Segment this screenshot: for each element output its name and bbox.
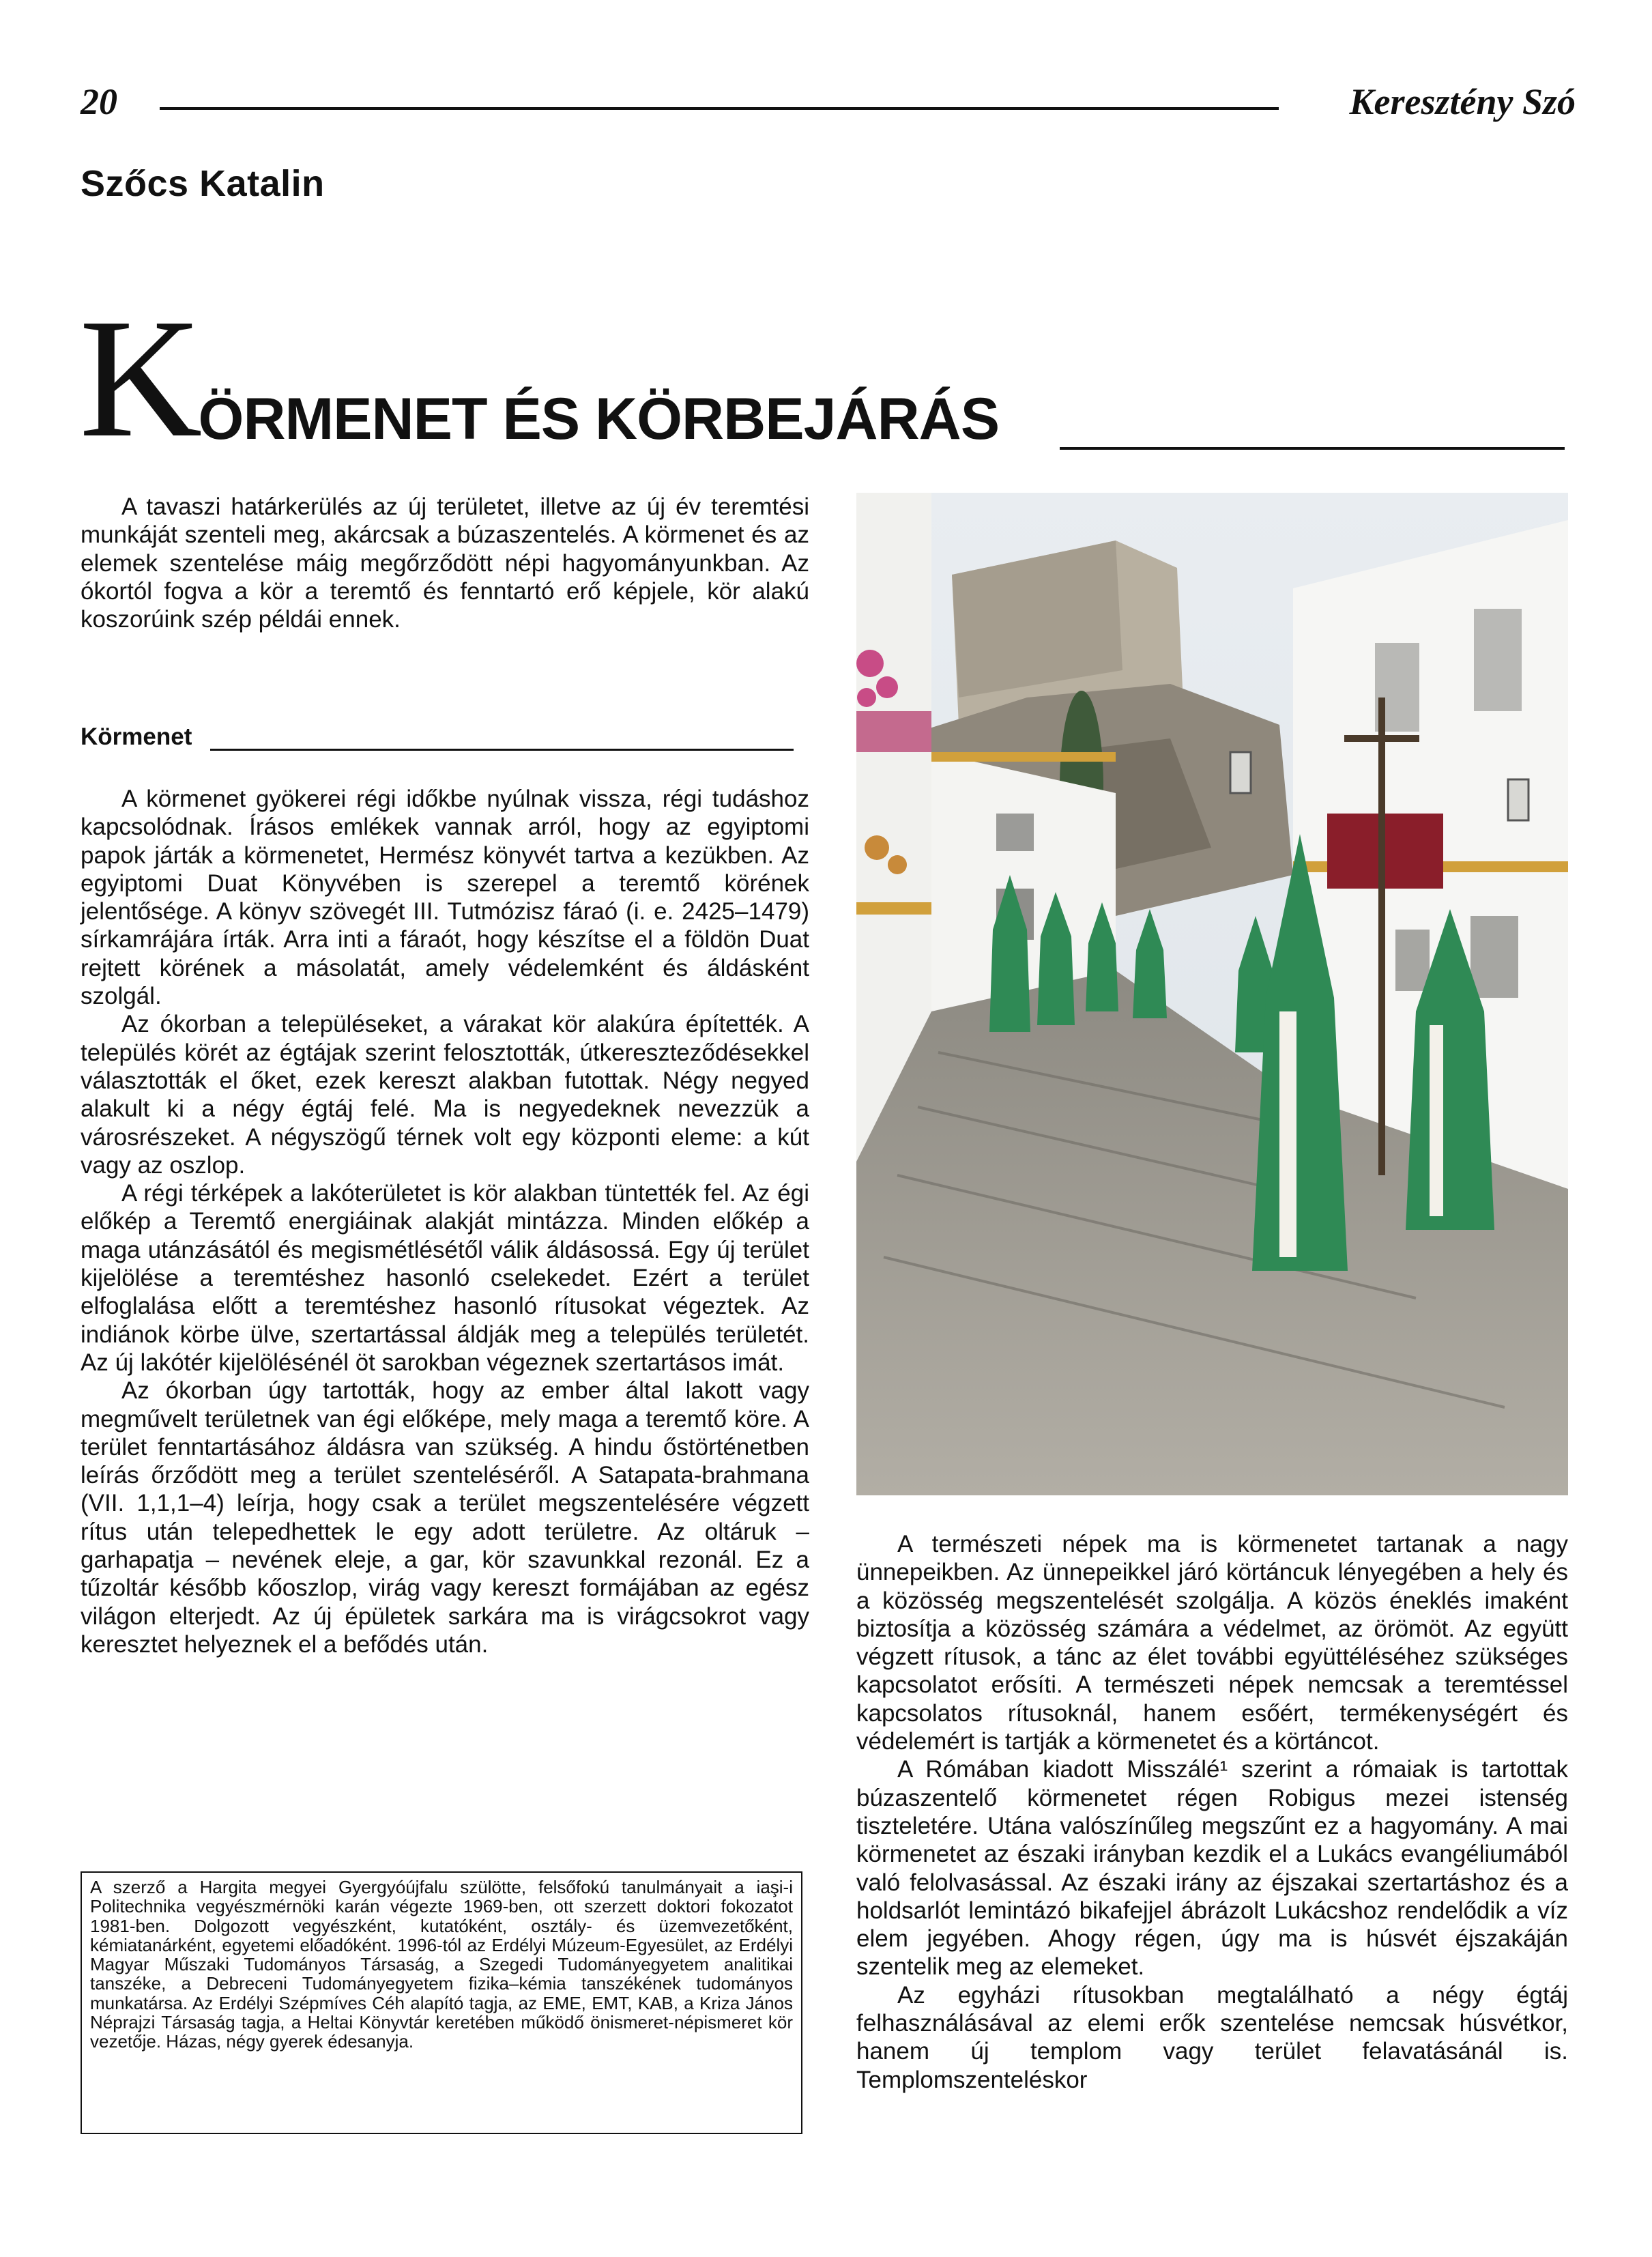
paragraph: A régi térképek a lakóterületet is kör alakban tüntették fel. Az égi előkép a Teremtő energiáinak alakját mintázza. Minden előkép a maga utánzásától és megismétlésétől válik áldásossá. Egy új terület kijelölése a teremtéshez hasonló cselekedet. Ezért a terület elfoglalása előtt a teremtéshez hasonló rítusokat végeztek. Az indiánok körbe ülve, szertartással áldják meg a település területét. Az új lakótér kijelölésénél öt sarokban végeznek szertartásos imát.: [81, 1180, 809, 1376]
page-number: 20: [81, 81, 117, 122]
title-rule: [1060, 447, 1565, 450]
right-column: [856, 1530, 1568, 2094]
paragraph: A körmenet gyökerei régi időkbe nyúlnak vissza, régi tudáshoz kapcsolódnak. Írásos emlékek vannak arról, hogy az egyiptomi papok járták a körmenetet, Hermész könyvét tartva a kezükben. Az egyiptomi Duat Könyvében is szerepel a teremtő körének jelentősége. A könyv szövegét III. Tutmózisz fáraó (i. e. 2425–1479) sírkamrájára írták. Arra inti a fáraót, hogy készítse el a földön Duat rejtett körének a másolatát, amely védelemként és áldásként szolgál.: [81, 786, 809, 1010]
paragraph: A természeti népek ma is körmenetet tartanak a nagy ünnepeikben. Az ünnepeikkel járó körtáncuk lényegében a hely és a közösség megszentelését szolgálja. A közös éneklés imaként biztosítja a közösség számára a védelmet, az örömöt. Az együtt végzett rítusok, a tánc az élet további együttéléséhez szükséges kapcsolatot erősíti. A természeti népek nemcsak a teremtéssel kapcsolatos rítusoknál, hanem esőért, termékenységért és védelemért is tartják a körmenetet és a körtáncot.: [856, 1531, 1568, 1755]
author-name: Szőcs Katalin: [81, 163, 325, 204]
paragraph: Az ókorban úgy tartották, hogy az ember által lakott vagy megművelt területnek van égi előképe, mely maga a teremtő köre. A terület fenntartásához áldásra van szükség. A hindu őstörténetben leírás őrződött meg a terület szenteléséről. A Satapata-brahmana (VII. 1,1,1–4) leírja, hogy csak a terület megszentelésére végzett rítus után telepedhettek le egy adott területre. Az oltáruk – garhapatja – nevének eleje, a gar, kör szavunkkal rezonál. Ez a tűzoltár később kőoszlop, virág vagy kereszt formájában az egész világon elterjedt. Az új épületek sarkára ma is virágcsokrot vagy keresztet helyeznek el a befődés után.: [81, 1377, 809, 1658]
lead-paragraph: [81, 493, 809, 633]
paragraph: Az ókorban a településeket, a várakat kör alakúra építették. A település körét az égtájak szerint felosztották, útkereszteződésekkel választották el őket, ezek kereszt alakban futottak. Négy negyed alakult ki a négy égtáj felé. Ma is negyedeknek nevezzük a városrészeket. A négyszögű térnek volt egy központi eleme: a kút vagy az oszlop.: [81, 1011, 809, 1179]
title-dropcap: K: [79, 284, 203, 473]
lead-text: A tavaszi határkerülés az új területet, illetve az új év teremtési munkáját szenteli meg, akárcsak a búzaszentelés. A körmenet és az elemek szentelése máig megőrződött népi hagyományunkban. Az ókortól fogva a kör a teremtő és fenntartó erő képjele, kör alakú koszorúink szép példái ennek.: [81, 493, 809, 633]
title-text: ÖRMENET ÉS KÖRBEJÁRÁS: [198, 386, 1000, 452]
procession-photo: [856, 493, 1568, 1495]
journal-title: Keresztény Szó: [1349, 81, 1576, 122]
paragraph: Az egyházi rítusokban megtalálható a négy égtáj felhasználásával az elemi erők szentelése nemcsak húsvétkor, hanem új templom vagy terület felavatásánál is. Templomszenteléskor: [856, 1981, 1568, 2093]
section-heading: Körmenet: [81, 723, 192, 750]
section-heading-rule: [210, 749, 794, 751]
article-title: [79, 284, 1000, 473]
paragraph: A Rómában kiadott Misszálé¹ szerint a rómaiak is tartottak búzaszentelő körmenetet régen Robigus mezei istenség tiszteletére. Utána valószínűleg megszűnt ez a hagyomány. A mai körmenetet az északi irányban kezdik el a Lukács evangéliumából való felolvasással. Az északi irány az éjszakai szertartáshoz és a holdsarlót lemintázó bikafejjel ábrázolt Lukácshoz rendelődik a víz elem jegyében. Ahogy régen, úgy ma is húsvét éjszakáján szentelik meg az elemeket.: [856, 1756, 1568, 1981]
author-bio-box: [81, 1871, 802, 2134]
header-rule: [160, 107, 1279, 110]
left-column: [81, 785, 809, 1658]
author-bio-text: A szerző a Hargita megyei Gyergyóújfalu szülötte, felsőfokú tanulmányait a iaşi-i Politechnika vegyészmérnöki karán végezte 1969-ben, ott szerzett doktori fokozatot 1981-ben. Dolgozott vegyészként, kutatóként, osztály- és üzemvezetőként, kémiatanárként, egyetemi előadóként. 1996-tól az Erdélyi Múzeum-Egyesület, az Erdélyi Magyar Műszaki Tudományos Társaság, a Szegedi Tudományegyetem analitikai tanszéke, a Debreceni Tudományegyetem fizika–kémia tanszékének tudományos munkatársa. Az Erdélyi Szépmíves Céh alapító tagja, az EME, EMT, KAB, a Kriza János Néprajzi Társaság tagja, a Heltai Könyvtár keretében működő önismeret-népismeret kör vezetője. Házas, négy gyerek édesanyja.: [90, 1877, 793, 2052]
